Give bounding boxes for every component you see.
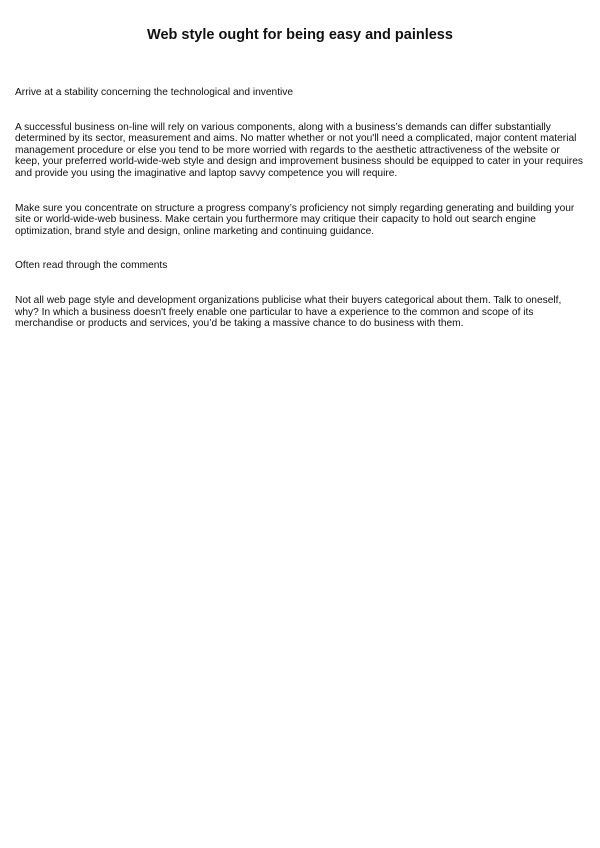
paragraph-successful-business: A successful business on-line will rely on various components, along with a business’s demands can differ substantially determined by its sector, measurement and aims. No matter whether or not you'll need a complicated, major content material management procedure or else you tend to be more worried with regards to the aesthetic attractiveness of the website or keep, your preferred world-wide-web style and design and improvement business should be equipped to cater in your requires and provide you using the imaginative and laptop savvy competence you will require. xyxy=(15,121,583,179)
document-body xyxy=(15,87,587,353)
paragraph-not-all-organizations: Not all web page style and development organizations publicise what their buyers categorical about them. Talk to oneself, why? In which a business doesn't freely enable one particular to have a experience to the common and scope of its merchandise or products and services, you’d be taking a massive chance to do business with them. xyxy=(15,294,562,330)
paragraph-subheading-comments: Often read through the comments xyxy=(15,260,168,272)
paragraph-structure-proficiency: Make sure you concentrate on structure a progress company’s proficiency not simply regarding generating and building your site or world-wide-web business. Make certain you furthermore may critique their capacity to hold out search engine optimization, brand style and design, online marketing and continuing guidance. xyxy=(15,202,575,237)
paragraph-subheading-balance: Arrive at a stability concerning the technological and inventive xyxy=(15,87,294,98)
document-title: Web style ought for being easy and painless xyxy=(147,27,453,43)
